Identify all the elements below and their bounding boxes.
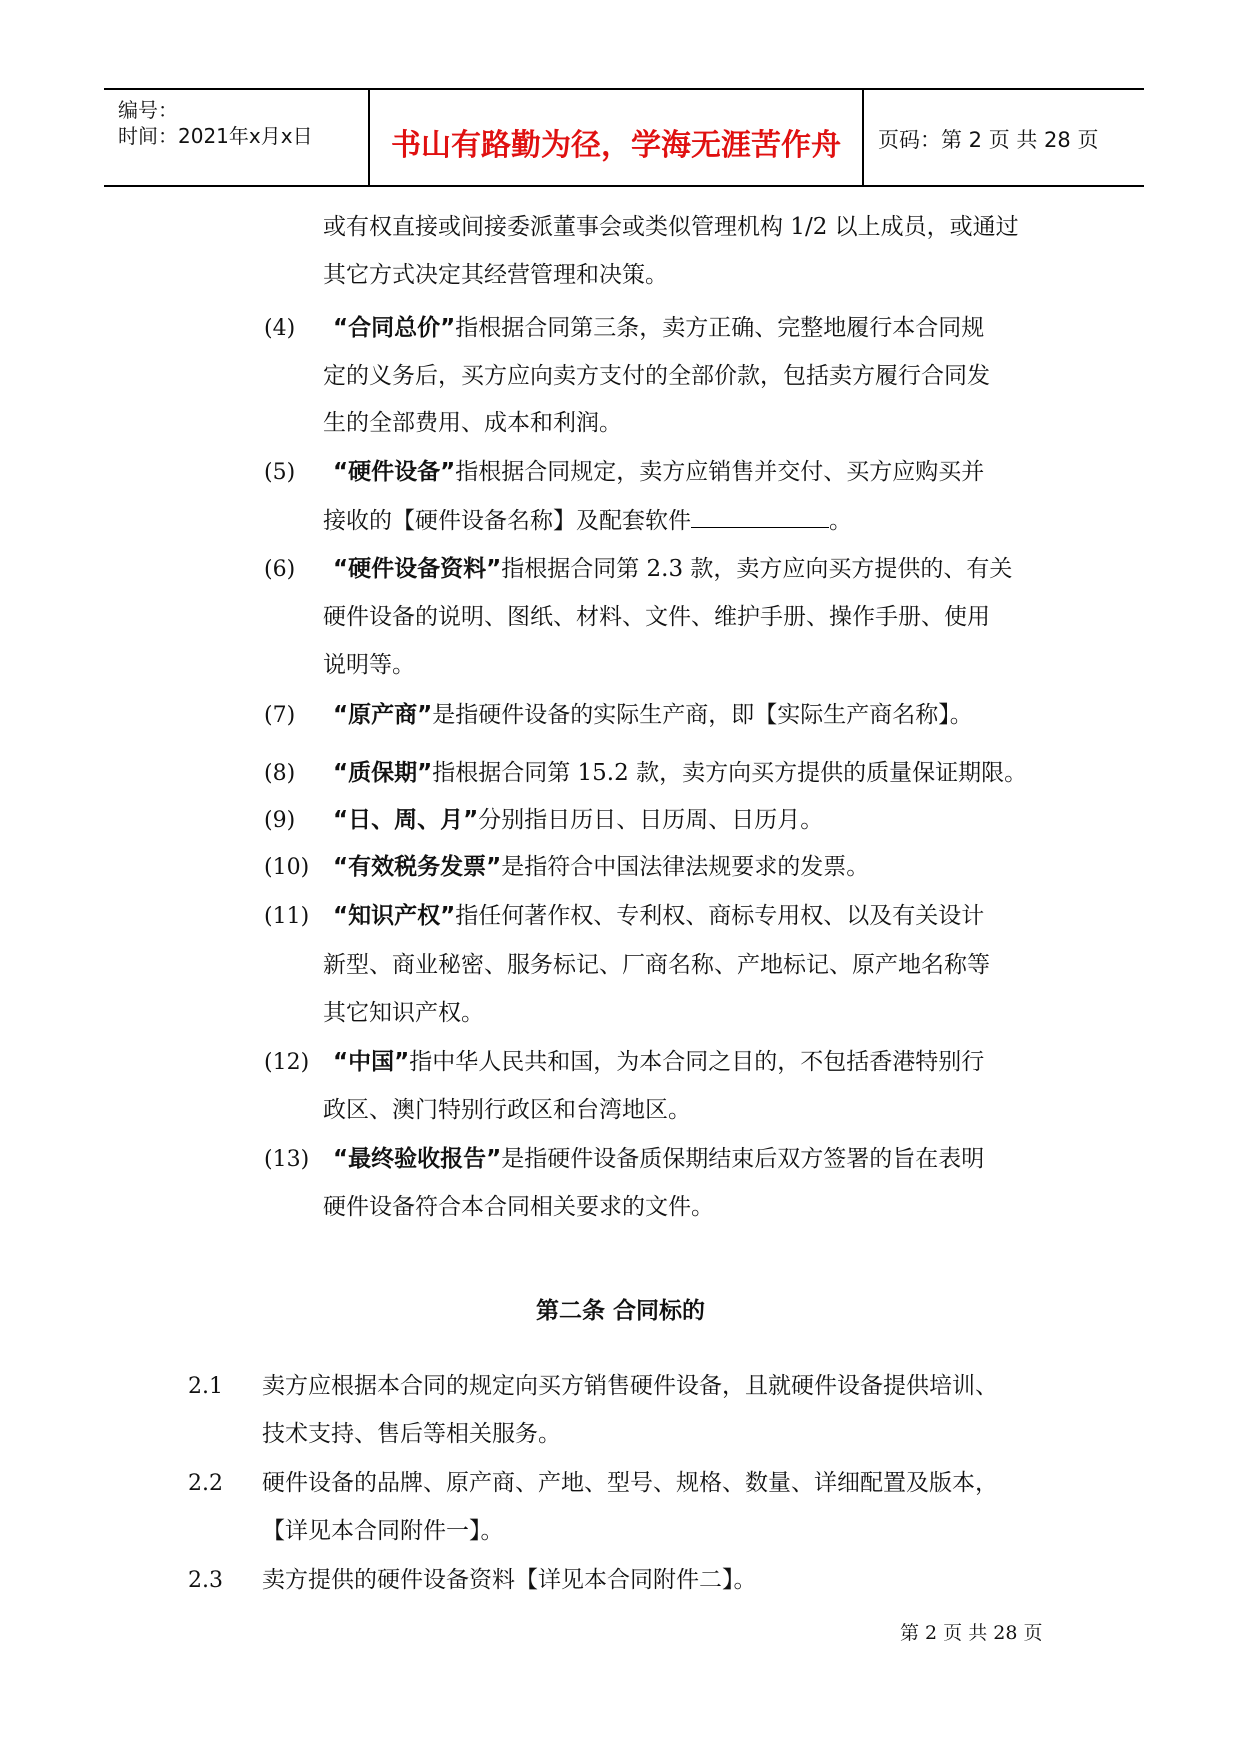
section-heading: 第二条 合同标的 [535, 1298, 705, 1324]
definition-item [333, 1047, 984, 1077]
definition-term: “中国” [333, 1049, 410, 1075]
definition-term: “有效税务发票” [333, 854, 502, 880]
definition-line [323, 505, 852, 536]
header-slogan: 书山有路勤为径，学海无涯苦作舟 [391, 128, 841, 163]
clause-number: 2.2 [188, 1471, 223, 1496]
definition-number: (6) [264, 557, 296, 582]
clause-line: 硬件设备的品牌、原产商、产地、型号、规格、数量、详细配置及版本， [262, 1470, 998, 1496]
definition-number: (4) [264, 316, 296, 341]
clause-number: 2.1 [188, 1374, 223, 1399]
definition-text: 是指硬件设备的实际生产商，即【实际生产商名称】。 [432, 702, 973, 728]
definition-term: “最终验收报告” [333, 1146, 502, 1172]
definition-item [333, 901, 984, 931]
definition-item [333, 1144, 984, 1174]
definition-line: 其它知识产权。 [323, 1000, 484, 1026]
definition-number: (5) [264, 460, 296, 485]
definition-line: 新型、商业秘密、服务标记、厂商名称、产地标记、原产地名称等 [323, 952, 990, 978]
definition-number: (8) [264, 761, 296, 786]
definition-item [333, 758, 1027, 788]
definition-item [333, 805, 823, 835]
definition-item [333, 700, 973, 730]
definition-line: 生的全部费用、成本和利润。 [323, 410, 622, 436]
clause-line: 卖方提供的硬件设备资料【详见本合同附件二】。 [262, 1567, 757, 1593]
definition-text: 是指符合中国法律法规要求的发票。 [501, 854, 870, 880]
definition-number: (11) [264, 904, 310, 929]
definition-text: 。 [829, 508, 852, 534]
clause-number: 2.3 [188, 1568, 223, 1593]
clause-line: 卖方应根据本合同的规定向买方销售硬件设备，且就硬件设备提供培训、 [262, 1373, 998, 1399]
definition-number: (10) [264, 855, 310, 880]
definition-text: 指任何著作权、专利权、商标专用权、以及有关设计 [455, 903, 985, 929]
definition-text: 指根据合同第 2.3 款，卖方应向买方提供的、有关 [501, 556, 1013, 582]
intro-line: 或有权直接或间接委派董事会或类似管理机构 1/2 以上成员，或通过 [323, 214, 1019, 240]
header-slogan-cell [370, 90, 864, 185]
header-page-label: 页码：第 2 页 共 28 页 [878, 128, 1099, 152]
header-page-cell [864, 90, 1144, 185]
definition-term: “原产商” [333, 702, 433, 728]
header-info-cell [104, 90, 370, 185]
definition-term: “硬件设备” [333, 459, 456, 485]
definition-text: 指根据合同第三条，卖方正确、完整地履行本合同规 [455, 315, 985, 341]
definition-term: “合同总价” [333, 315, 456, 341]
document-number-label: 编号： [118, 98, 178, 122]
definition-line: 硬件设备符合本合同相关要求的文件。 [323, 1194, 714, 1220]
document-time-label: 时间：2021年x月x日 [118, 124, 313, 148]
definition-term: “日、周、月” [333, 807, 479, 833]
definition-term: “质保期” [333, 760, 433, 786]
definition-number: (9) [264, 808, 296, 833]
definition-term: “知识产权” [333, 903, 456, 929]
clause-line: 技术支持、售后等相关服务。 [262, 1421, 561, 1447]
definition-text: 分别指日历日、日历周、日历月。 [478, 807, 824, 833]
definition-text: 指根据合同第 15.2 款，卖方向买方提供的质量保证期限。 [432, 760, 1028, 786]
definition-text: 指中华人民共和国，为本合同之目的，不包括香港特别行 [409, 1049, 985, 1075]
intro-line: 其它方式决定其经营管理和决策。 [323, 262, 668, 288]
definition-line: 定的义务后，买方应向卖方支付的全部价款，包括卖方履行合同发 [323, 363, 990, 389]
page-footer: 第 2 页 共 28 页 [900, 1622, 1043, 1644]
definition-item [333, 852, 869, 882]
definition-item [333, 554, 1012, 584]
definition-item [333, 457, 984, 487]
definition-number: (13) [264, 1147, 310, 1172]
document-header [104, 88, 1144, 187]
definition-text: 指根据合同规定，卖方应销售并交付、买方应购买并 [455, 459, 985, 485]
fill-in-blank[interactable] [691, 505, 829, 528]
definition-term: “硬件设备资料” [333, 556, 502, 582]
definition-line: 硬件设备的说明、图纸、材料、文件、维护手册、操作手册、使用 [323, 604, 990, 630]
definition-number: (12) [264, 1050, 310, 1075]
definition-item [333, 313, 984, 343]
clause-line: 【详见本合同附件一】。 [262, 1518, 504, 1544]
definition-text: 接收的【硬件设备名称】及配套软件 [323, 508, 691, 534]
definition-line: 政区、澳门特别行政区和台湾地区。 [323, 1097, 691, 1123]
definition-number: (7) [264, 703, 296, 728]
definition-text: 是指硬件设备质保期结束后双方签署的旨在表明 [501, 1146, 985, 1172]
definition-line: 说明等。 [323, 652, 415, 678]
